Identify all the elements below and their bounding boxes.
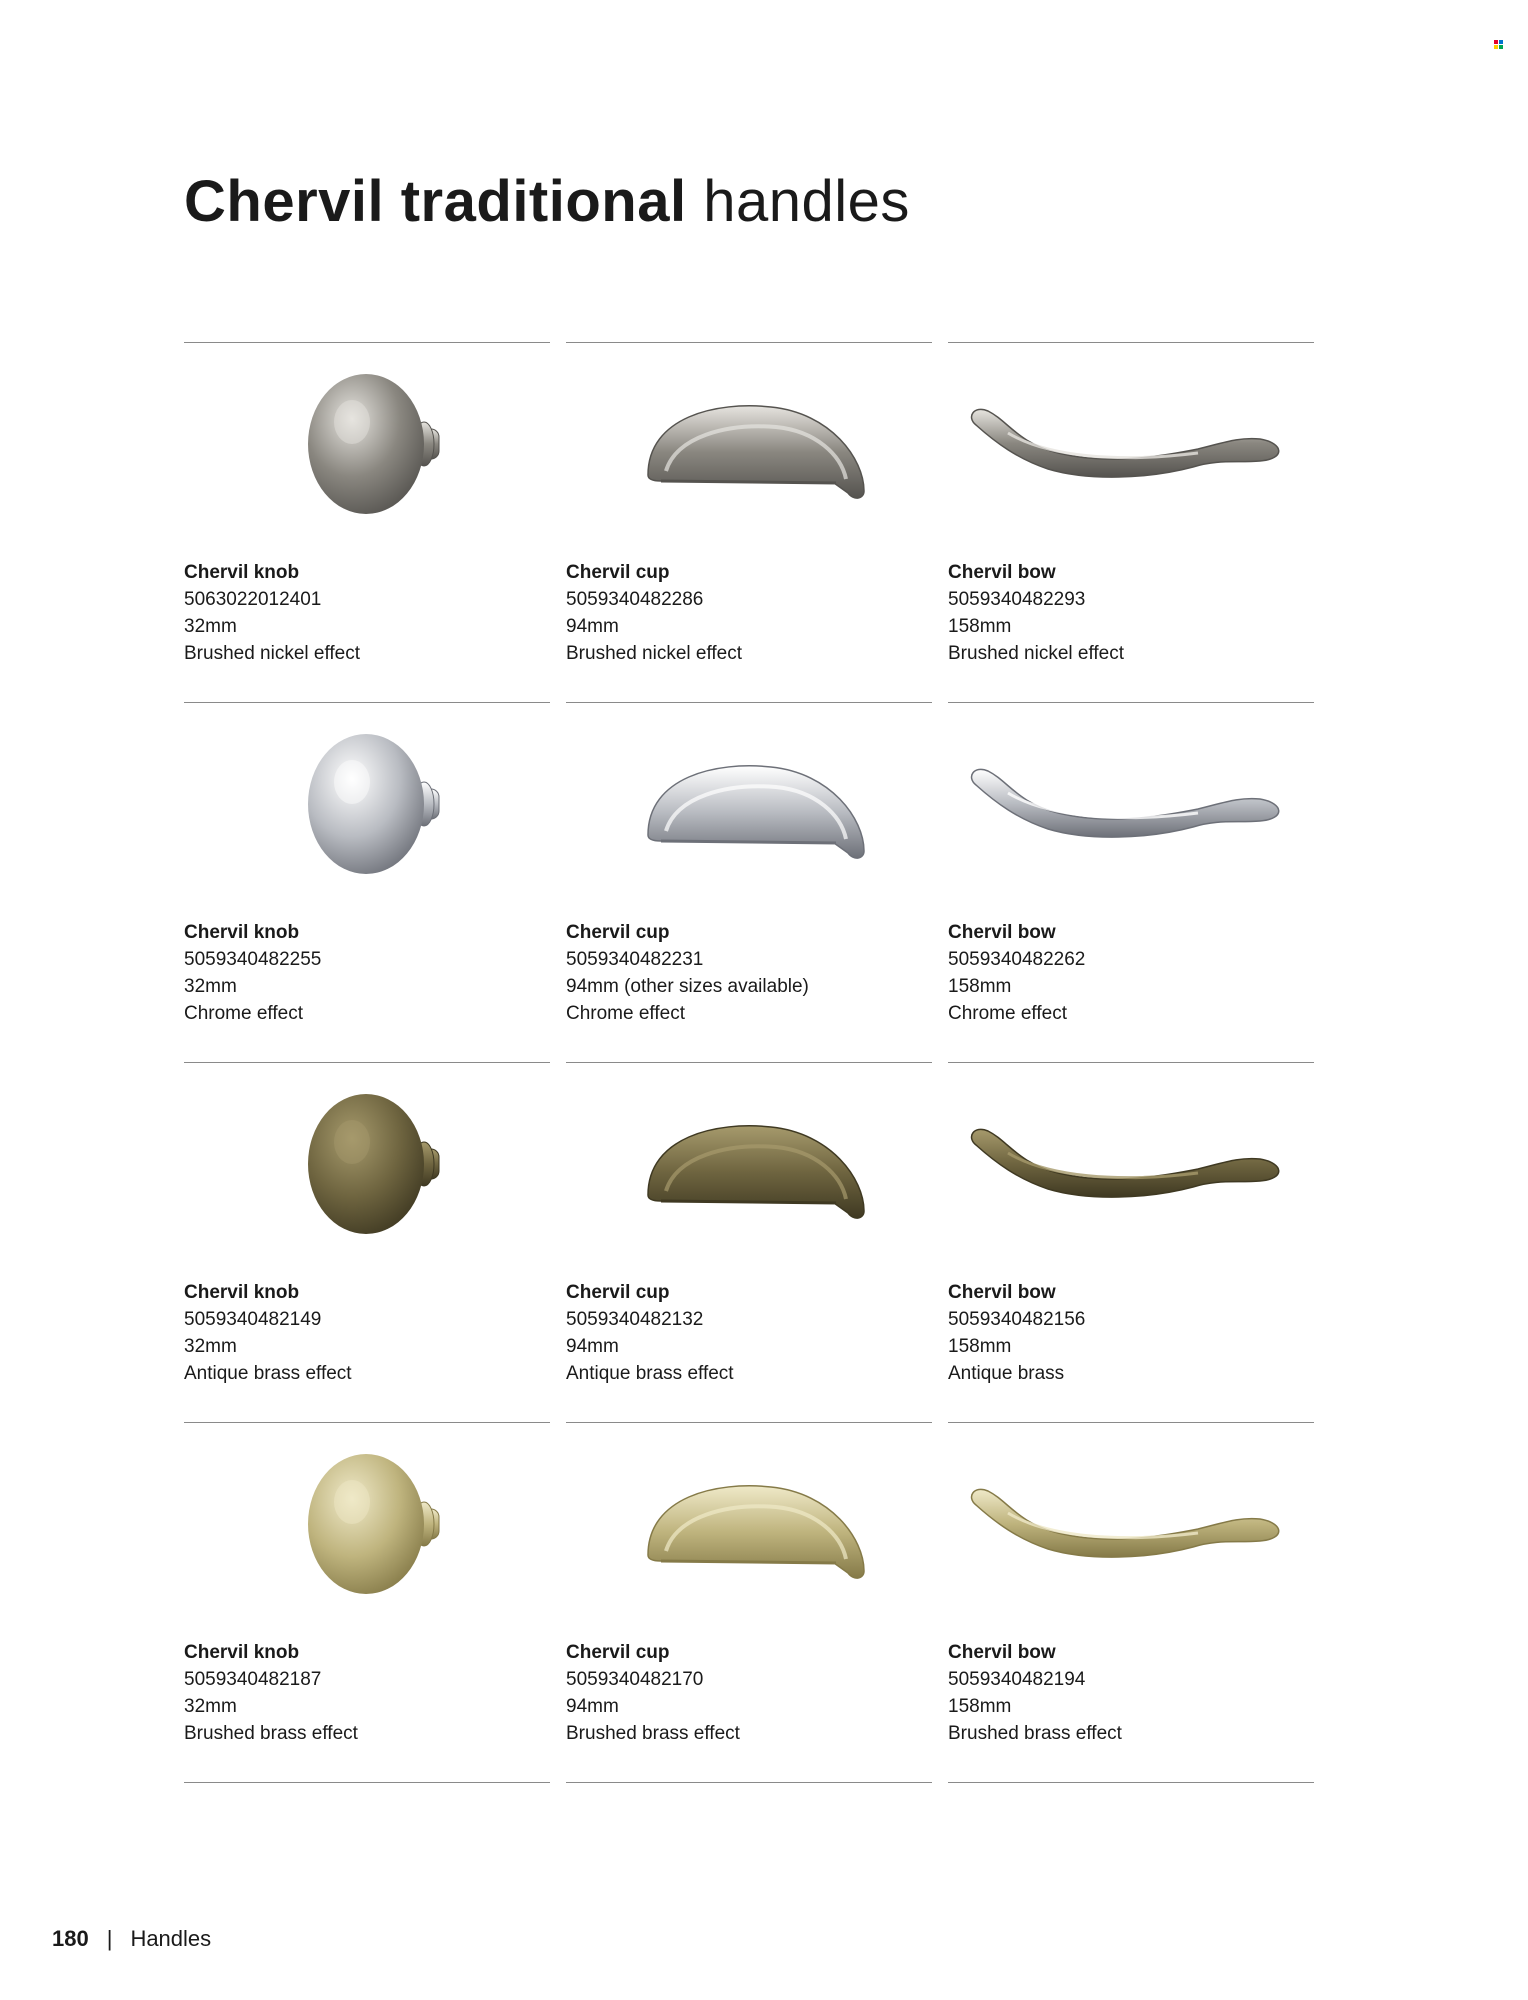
product-image: [566, 1447, 932, 1597]
page-number: 180: [52, 1926, 89, 1951]
product-info: [184, 919, 321, 1027]
product-image: [948, 727, 1314, 877]
product-size: 94mm: [566, 1336, 619, 1357]
product-row: [184, 702, 1314, 1062]
product-card: [566, 702, 932, 1063]
product-code: 5059340482286: [566, 589, 704, 610]
product-size: 94mm: [566, 616, 619, 637]
product-card: [184, 702, 550, 1063]
product-row: [184, 342, 1314, 702]
product-card: [566, 1422, 932, 1783]
product-finish: Antique brass effect: [566, 1363, 734, 1384]
product-size: 32mm: [184, 1336, 237, 1357]
product-finish: Chrome effect: [566, 1003, 685, 1024]
bow-illustration: [948, 367, 1314, 517]
product-finish: Brushed brass effect: [566, 1723, 740, 1744]
product-name: Chervil cup: [566, 1282, 670, 1303]
product-info: [566, 919, 809, 1027]
product-name: Chervil cup: [566, 1642, 670, 1663]
product-info: [566, 559, 742, 667]
product-size: 32mm: [184, 1696, 237, 1717]
product-row: [184, 1422, 1314, 1782]
product-name: Chervil knob: [184, 1642, 300, 1663]
knob-illustration: [184, 1087, 550, 1237]
bow-illustration: [948, 1087, 1314, 1237]
product-info: [566, 1639, 740, 1747]
product-size: 32mm: [184, 616, 237, 637]
product-image: [184, 1087, 550, 1237]
product-code: 5063022012401: [184, 589, 322, 610]
title-bold: Chervil traditional: [184, 169, 687, 234]
product-code: 5059340482156: [948, 1309, 1086, 1330]
product-card: [948, 1422, 1314, 1783]
product-code: 5059340482187: [184, 1669, 322, 1690]
product-info: [566, 1279, 734, 1387]
page-footer: [52, 1926, 211, 1952]
product-info: [948, 1639, 1122, 1747]
product-info: [184, 559, 360, 667]
product-image: [948, 1087, 1314, 1237]
brand-logo-icon: [1494, 40, 1503, 49]
knob-illustration: [184, 727, 550, 877]
product-size: 158mm: [948, 1336, 1012, 1357]
product-finish: Brushed nickel effect: [566, 643, 743, 664]
product-card: [184, 1062, 550, 1423]
product-name: Chervil knob: [184, 1282, 300, 1303]
cup-illustration: [566, 1447, 932, 1597]
product-info: [184, 1279, 352, 1387]
knob-illustration: [184, 367, 550, 517]
product-card: [566, 1062, 932, 1423]
product-name: Chervil bow: [948, 1282, 1056, 1303]
cup-illustration: [566, 1087, 932, 1237]
product-image: [566, 727, 932, 877]
product-code: 5059340482293: [948, 589, 1086, 610]
product-code: 5059340482149: [184, 1309, 322, 1330]
product-finish: Brushed nickel effect: [184, 643, 361, 664]
product-code: 5059340482255: [184, 949, 322, 970]
product-size: 158mm: [948, 976, 1012, 997]
product-card: [948, 702, 1314, 1063]
product-card: [184, 342, 550, 703]
product-image: [566, 1087, 932, 1237]
product-name: Chervil bow: [948, 922, 1056, 943]
product-image: [948, 367, 1314, 517]
product-card: [184, 1422, 550, 1783]
product-finish: Antique brass: [948, 1363, 1065, 1384]
product-size: 158mm: [948, 616, 1012, 637]
product-image: [184, 1447, 550, 1597]
knob-illustration: [184, 1447, 550, 1597]
product-image: [948, 1447, 1314, 1597]
product-code: 5059340482231: [566, 949, 704, 970]
product-finish: Chrome effect: [184, 1003, 303, 1024]
product-code: 5059340482170: [566, 1669, 704, 1690]
product-info: [948, 1279, 1085, 1387]
product-image: [184, 727, 550, 877]
cup-illustration: [566, 367, 932, 517]
product-card: [948, 342, 1314, 703]
product-code: 5059340482194: [948, 1669, 1086, 1690]
cup-illustration: [566, 727, 932, 877]
page-title: [184, 168, 910, 235]
product-name: Chervil bow: [948, 562, 1056, 583]
product-card: [566, 342, 932, 703]
product-row: [184, 1062, 1314, 1422]
product-finish: Chrome effect: [948, 1003, 1067, 1024]
divider: [184, 1782, 550, 1783]
product-size: 94mm: [566, 1696, 619, 1717]
product-info: [184, 1639, 358, 1747]
product-finish: Antique brass effect: [184, 1363, 352, 1384]
product-image: [566, 367, 932, 517]
divider: [566, 1782, 932, 1783]
divider: [948, 1782, 1314, 1783]
section-name: Handles: [130, 1926, 212, 1951]
product-card: [948, 1062, 1314, 1423]
product-finish: Brushed brass effect: [948, 1723, 1122, 1744]
product-finish: Brushed brass effect: [184, 1723, 358, 1744]
product-name: Chervil cup: [566, 922, 670, 943]
bow-illustration: [948, 727, 1314, 877]
product-info: [948, 559, 1124, 667]
footer-separator: |: [106, 1926, 113, 1951]
bow-illustration: [948, 1447, 1314, 1597]
product-size: 158mm: [948, 1696, 1012, 1717]
product-name: Chervil knob: [184, 562, 300, 583]
product-info: [948, 919, 1085, 1027]
product-name: Chervil cup: [566, 562, 670, 583]
product-name: Chervil bow: [948, 1642, 1056, 1663]
product-size: 32mm: [184, 976, 237, 997]
title-light: handles: [703, 169, 910, 234]
product-size: 94mm (other sizes available): [566, 976, 809, 997]
product-code: 5059340482262: [948, 949, 1086, 970]
product-finish: Brushed nickel effect: [948, 643, 1125, 664]
product-code: 5059340482132: [566, 1309, 704, 1330]
product-grid: [184, 342, 1314, 1782]
product-name: Chervil knob: [184, 922, 300, 943]
product-image: [184, 367, 550, 517]
